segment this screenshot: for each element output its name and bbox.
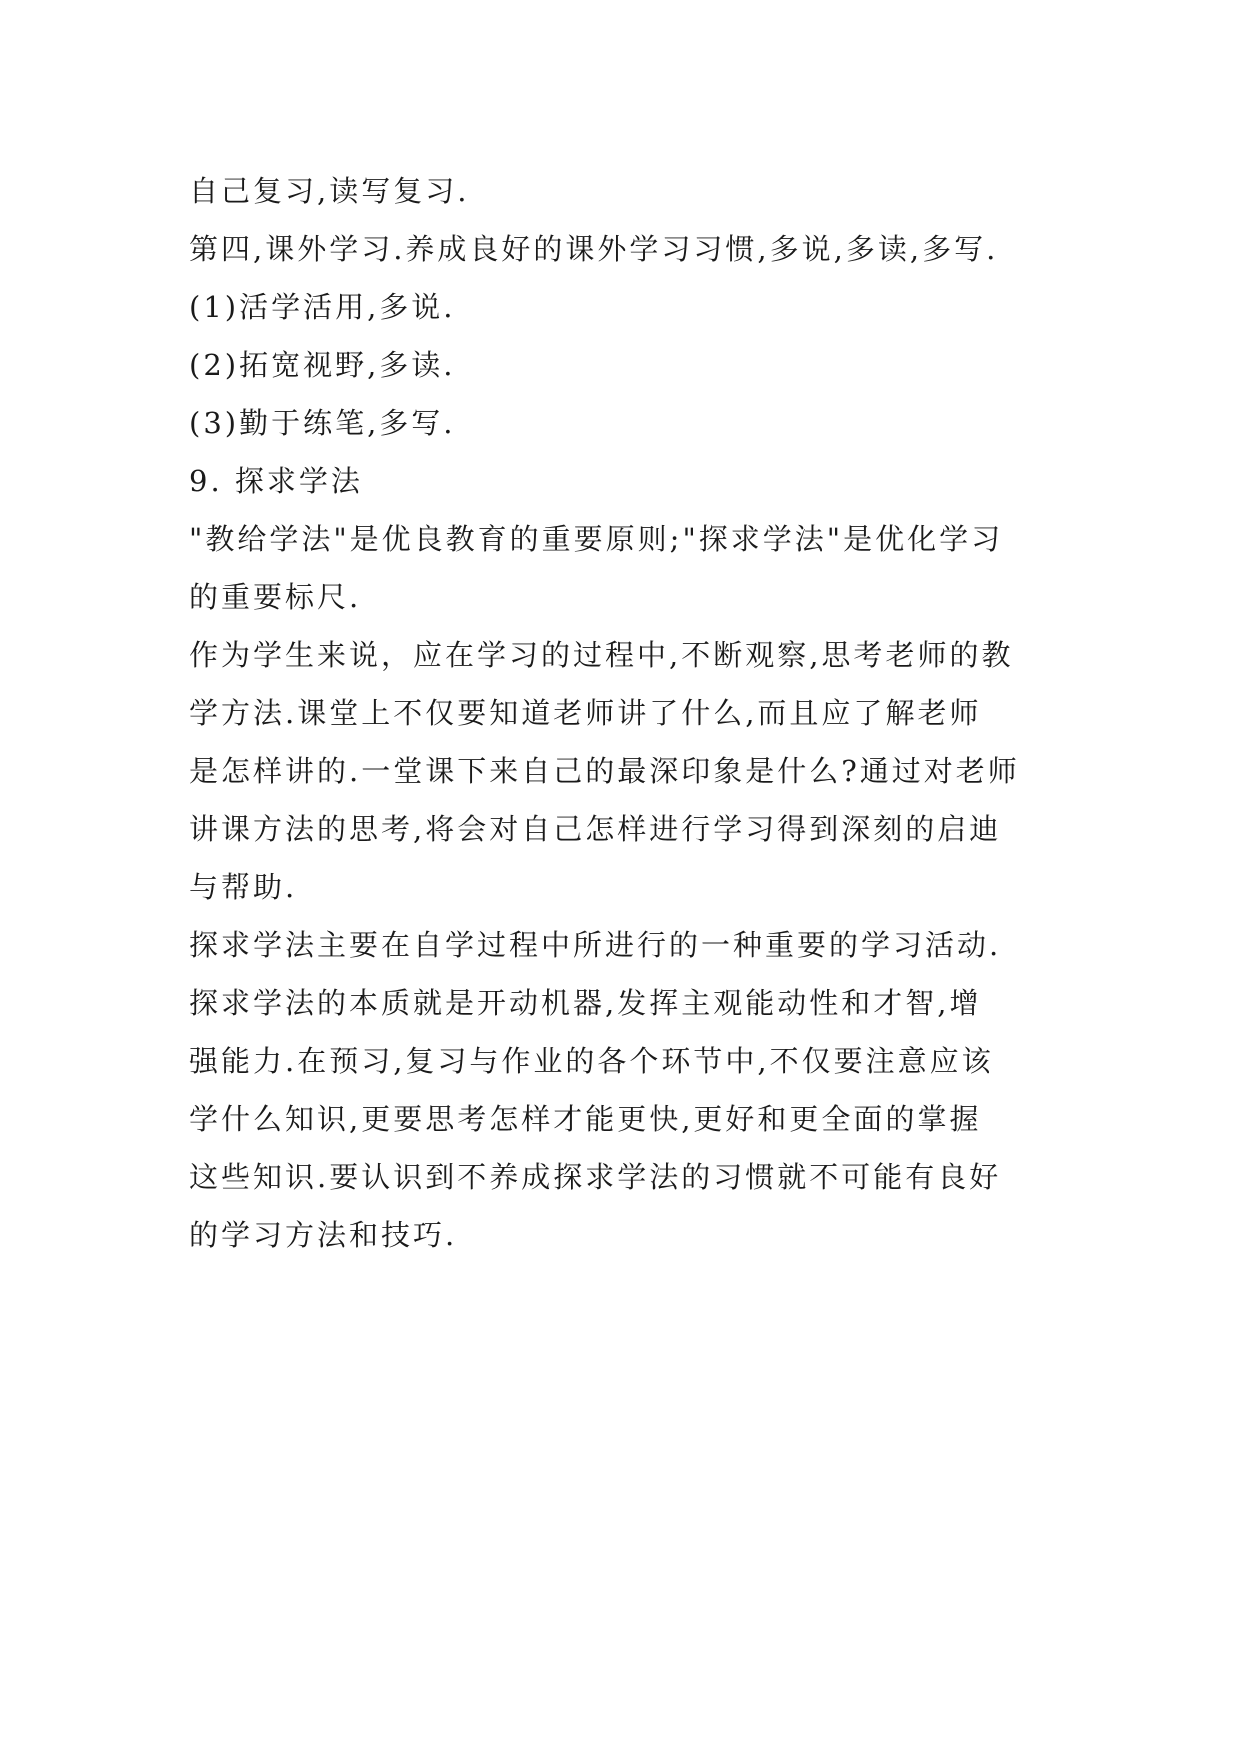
text-line: 强能力.在预习,复习与作业的各个环节中,不仅要注意应该 (189, 1044, 994, 1078)
text-line: 这些知识.要认识到不养成探求学法的习惯就不可能有良好 (189, 1160, 1002, 1194)
text-line: "教给学法"是优良教育的重要原则;"探求学法"是优化学习 (189, 522, 1004, 556)
list-item: (3)勤于练笔,多写. (189, 406, 456, 440)
text-line: 的学习方法和技巧. (189, 1218, 458, 1252)
text-line: 学什么知识,更要思考怎样才能更快,更好和更全面的掌握 (189, 1102, 982, 1136)
text-line: 作为学生来说，应在学习的过程中,不断观察,思考老师的教 (189, 638, 1014, 672)
text-line: 与帮助. (189, 870, 298, 904)
text-line: 讲课方法的思考,将会对自己怎样进行学习得到深刻的启迪 (189, 812, 1002, 846)
text-line: 是怎样讲的.一堂课下来自己的最深印象是什么?通过对老师 (189, 754, 1020, 788)
text-line: 第四,课外学习.养成良好的课外学习习惯,多说,多读,多写. (189, 232, 999, 266)
list-item: (2)拓宽视野,多读. (189, 348, 456, 382)
text-line: 的重要标尺. (189, 580, 362, 614)
text-line: 探求学法主要在自学过程中所进行的一种重要的学习活动. (189, 928, 1002, 962)
list-item: (1)活学活用,多说. (189, 290, 456, 324)
section-heading: 9. 探求学法 (189, 464, 363, 498)
document-body (189, 162, 1069, 1264)
text-line: 学方法.课堂上不仅要知道老师讲了什么,而且应了解老师 (189, 696, 982, 730)
text-line: 自己复习,读写复习. (189, 174, 470, 208)
text-line: 探求学法的本质就是开动机器,发挥主观能动性和才智,增 (189, 986, 982, 1020)
